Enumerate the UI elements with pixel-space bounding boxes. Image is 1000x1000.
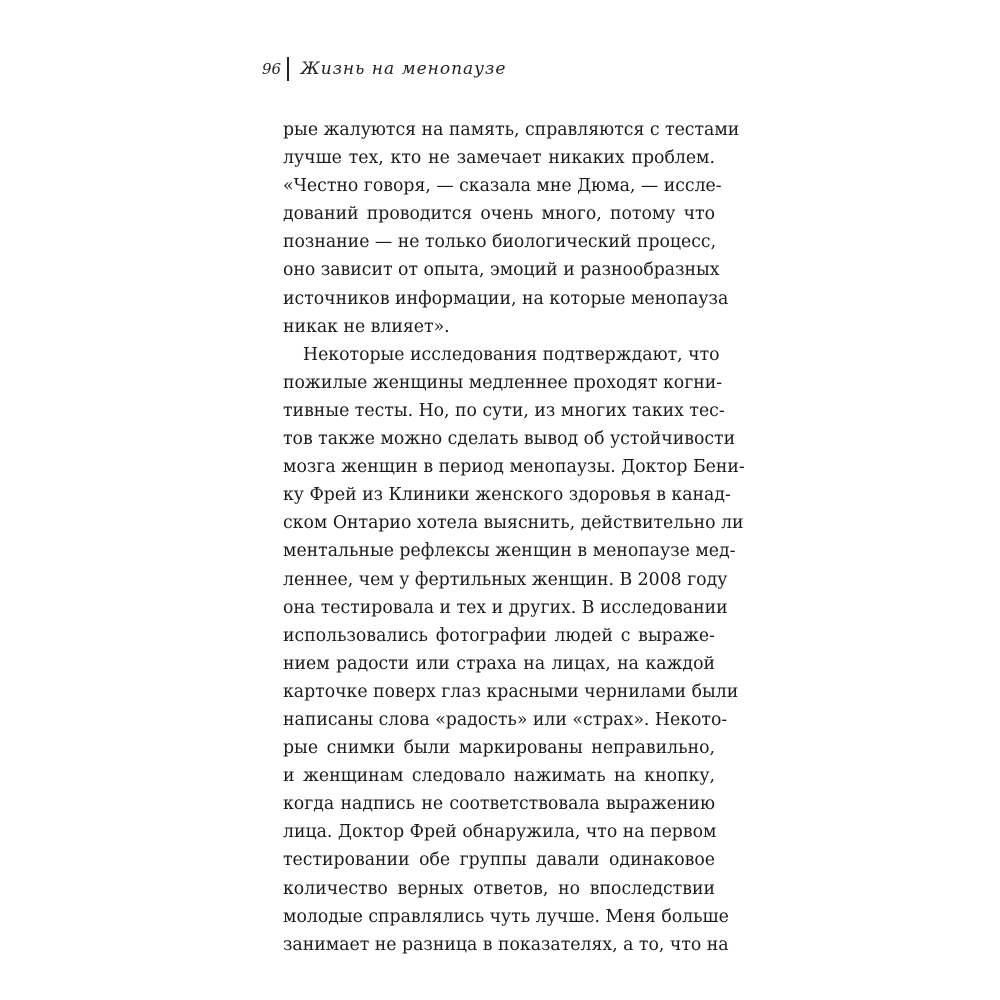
text-line: ментальные рефлексы женщин в менопаузе мед- <box>283 541 736 562</box>
running-head <box>262 55 506 83</box>
text-line: тивные тесты. Но, по сути, из многих таких тес- <box>283 400 725 421</box>
text-line: карточке поверх глаз красными чернилами были <box>283 681 739 702</box>
text-line: познание — не только биологический процесс, <box>283 232 717 253</box>
text-line: она тестировала и тех и других. В исследовании <box>283 597 728 618</box>
text-line: когда надпись не соответствовала выражению <box>283 794 715 815</box>
text-line: занимает не разница в показателях, а то, что на <box>283 934 729 955</box>
text-line: использовались фотографии людей с выраже- <box>283 625 715 646</box>
text-line: нием радости или страха на лицах, на каждой <box>283 653 715 674</box>
text-line: лучше тех, кто не замечает никаких проблем. <box>283 148 715 169</box>
text-line: оно зависит от опыта, эмоций и разнообразных <box>283 260 720 281</box>
book-title: Жизнь на менопаузе <box>300 59 507 79</box>
text-line: «Честно говоря, — сказала мне Дюма, — иссле- <box>283 176 722 197</box>
text-line: ку Фрей из Клиники женского здоровья в канад- <box>283 485 731 506</box>
text-line: тов также можно сделать вывод об устойчивости <box>283 429 736 450</box>
text-line: рые жалуются на память, справляются с тестами <box>283 120 740 140</box>
text-line: леннее, чем у фертильных женщин. В 2008 году <box>283 569 728 590</box>
text-line: источников информации, на которые менопауза <box>283 288 729 309</box>
text-line: пожилые женщины медленнее проходят когни- <box>283 372 723 393</box>
text-line: ском Онтарио хотела выяснить, действительно ли <box>283 513 744 534</box>
text-line: Некоторые исследования подтверждают, что <box>303 344 720 365</box>
text-line: и женщинам следовало нажимать на кнопку, <box>283 766 715 787</box>
text-line: написаны слова «радость» или «страх». Некото- <box>283 709 728 730</box>
text-line: количество верных ответов, но впоследствии <box>283 878 715 899</box>
text-line: тестировании обе группы давали одинаковое <box>283 850 715 871</box>
text-line: дований проводится очень много, потому что <box>283 204 715 225</box>
text-line: мозга женщин в период менопаузы. Доктор Бени- <box>283 457 745 478</box>
header-divider <box>287 57 289 81</box>
page-number: 96 <box>262 60 282 78</box>
text-line: молодые справлялись чуть лучше. Меня больше <box>283 906 729 927</box>
body-text <box>283 116 745 959</box>
text-line: никак не влияет». <box>283 316 450 337</box>
text-line: лица. Доктор Фрей обнаружила, что на первом <box>283 822 717 843</box>
text-line: рые снимки были маркированы неправильно, <box>283 738 715 759</box>
